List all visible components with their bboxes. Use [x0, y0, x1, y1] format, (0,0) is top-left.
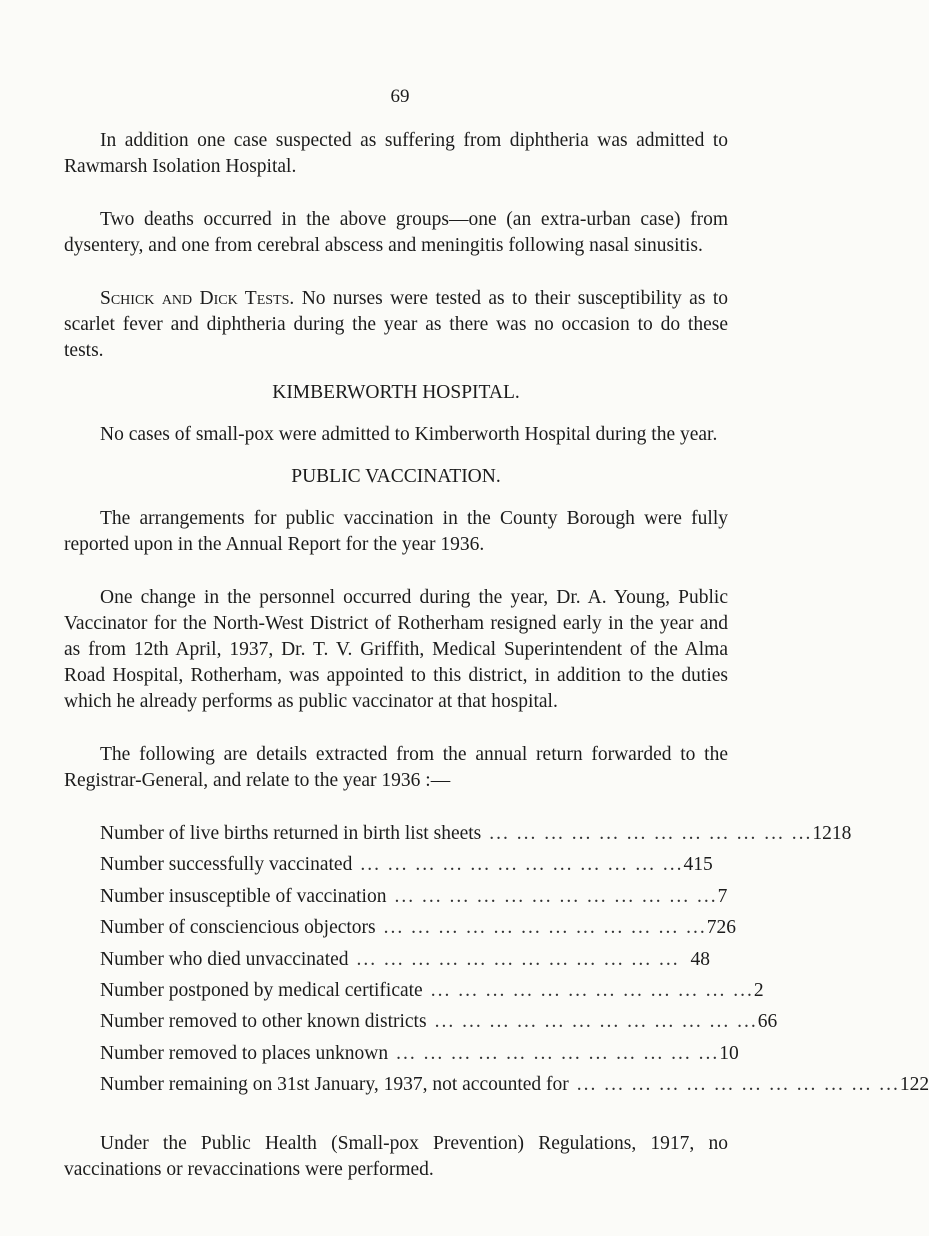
row-label: Number insusceptible of vaccination	[100, 885, 387, 907]
row-label: Number who died unvaccinated	[100, 948, 349, 970]
row-value: 415	[683, 854, 713, 876]
schick-dick-body: No nurses were tested as to their susceptibility as to scarlet fever and diphtheria during the year as there was no occasion to do these tests.	[64, 288, 728, 361]
paragraph-small-pox: No cases of small-pox were admitted to Kimberworth Hospital during the year.	[100, 424, 718, 445]
row-label: Number of consciencious objectors	[100, 917, 376, 939]
paragraph-diphtheria: In addition one case suspected as suffering from diphtheria was admitted to Rawmarsh Isolation Hospital.	[64, 130, 728, 177]
paragraph-deaths: Two deaths occurred in the above groups—one (an extra-urban case) from dysentery, and one from cerebral abscess and meningitis following nasal sinusitis.	[64, 209, 728, 256]
vaccination-table	[100, 821, 929, 1104]
paragraph-regulations: Under the Public Health (Small-pox Prevention) Regulations, 1917, no vaccinations or revaccinations were performed.	[64, 1132, 728, 1180]
page-number: 69	[390, 86, 410, 107]
document-body	[64, 128, 929, 1183]
row-label: Number postponed by medical certificate	[100, 979, 423, 1001]
row-label: Number of live births returned in birth list sheets	[100, 823, 482, 844]
table-row: Number postponed by medical certificate ... ... ... ... ... ... ... ... ... ... ... ... 2	[100, 978, 710, 1009]
heading-public-vaccination: PUBLIC VACCINATION.	[291, 466, 501, 487]
table-row: Number successfully vaccinated ... ... ... ... ... ... ... ... ... ... ... ... 415	[100, 852, 710, 883]
row-value: 7	[717, 885, 728, 907]
table-row: Number insusceptible of vaccination ... ... ... ... ... ... ... ... ... ... ... ... 7	[100, 884, 710, 915]
row-value: 1218	[812, 823, 852, 844]
table-row: Number of live births returned in birth list sheets ... ... ... ... ... ... ... ... ... ... ... ... 1218	[100, 821, 710, 852]
row-label: Number removed to places unknown	[100, 1042, 389, 1064]
table-row: Number remaining on 31st January, 1937, not accounted for ... ... ... ... ... ... ... ... ... ... ... ... 122	[100, 1072, 710, 1103]
table-row: Number removed to other known districts ... ... ... ... ... ... ... ... ... ... ... ... 66	[100, 1009, 710, 1040]
row-value: 2	[753, 979, 764, 1001]
table-row: Number removed to places unknown ... ... ... ... ... ... ... ... ... ... ... ... 10	[100, 1041, 710, 1072]
paragraph-personnel-change: One change in the personnel occurred during the year, Dr. A. Young, Public Vaccinator for the North-West District of Rotherham resigned early in the year and as from 12th April, 1937, Dr. T. V. Griffith, Medical Superintendent of the Alma Road Hospital, Rotherham, was appointed to this district, in addition to the duties which he already performs as public vaccinator at that hospital.	[64, 587, 728, 712]
table-row: Number of consciencious objectors ... ... ... ... ... ... ... ... ... ... ... ... 726	[100, 915, 710, 946]
row-label: Number remaining on 31st January, 1937, not accounted for	[100, 1074, 569, 1096]
row-value: 10	[719, 1042, 739, 1064]
row-value: 122	[899, 1074, 929, 1096]
paragraph-arrangements: The arrangements for public vaccination in the County Borough were fully reported upon in the Annual Report for the year 1936.	[64, 508, 728, 555]
heading-kimberworth-hospital: KIMBERWORTH HOSPITAL.	[272, 382, 520, 403]
paragraph-schick-dick	[64, 286, 728, 364]
row-value: 726	[706, 917, 737, 939]
paragraph-registrar-return: The following are details extracted from the annual return forwarded to the Registrar-General, and relate to the year 1936 :—	[64, 744, 728, 791]
row-value: 48	[690, 948, 710, 970]
row-value: 66	[757, 1011, 778, 1033]
schick-dick-lead: Schick and Dick Tests.	[100, 288, 295, 309]
row-label: Number removed to other known districts	[100, 1011, 427, 1033]
row-label: Number successfully vaccinated	[100, 854, 353, 876]
table-row: Number who died unvaccinated ... ... ... ... ... ... ... ... ... ... ... ... 48	[100, 947, 710, 978]
